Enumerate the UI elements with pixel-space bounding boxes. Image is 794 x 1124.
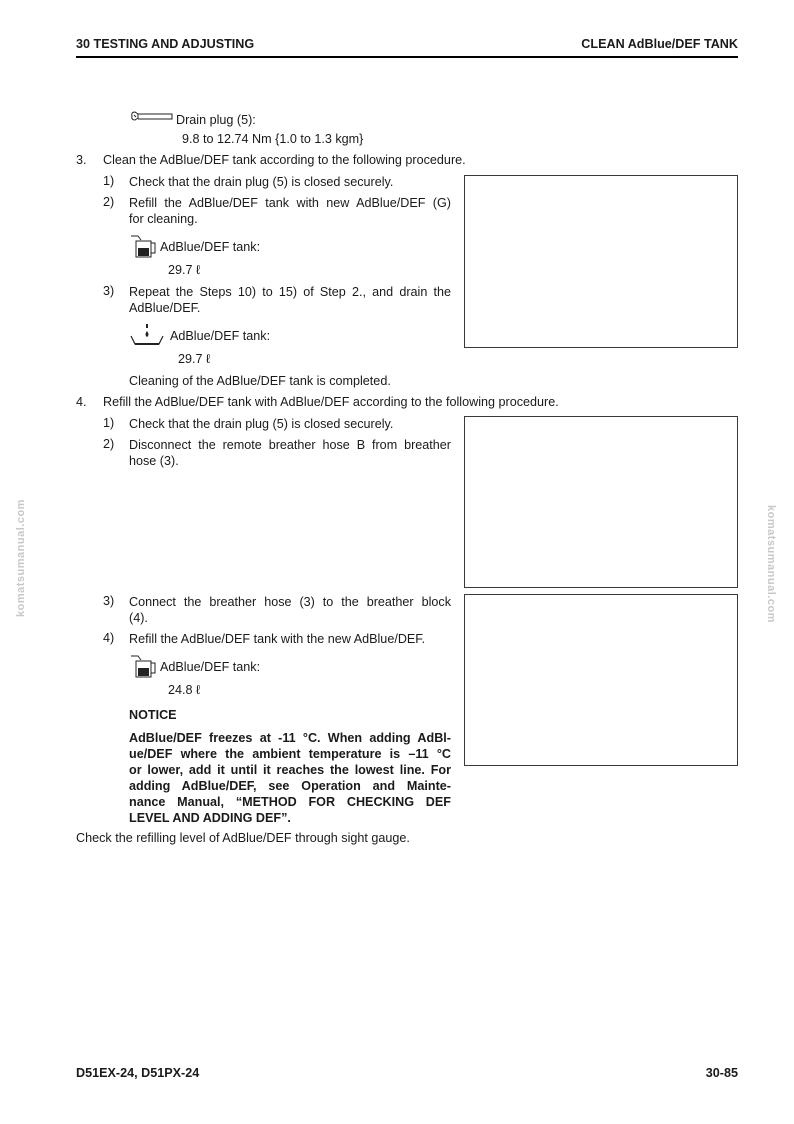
notice-title: NOTICE: [129, 708, 177, 722]
step3-text: Clean the AdBlue/DEF tank according to the following procedure.: [103, 153, 466, 167]
step4-3-line2: (4).: [129, 611, 148, 625]
step4-2-line2: hose (3).: [129, 454, 179, 468]
step4-text: Refill the AdBlue/DEF tank with AdBlue/DEF according to the following procedure.: [103, 395, 559, 409]
footer-page-number: 30-85: [705, 1066, 738, 1080]
notice-line: ue/DEF where the ambient temperature is –11 °C: [129, 747, 451, 761]
step4-1-number: 1): [103, 416, 115, 430]
header-rule: [76, 56, 738, 58]
step4-number: 4.: [76, 395, 87, 409]
torque-wrench-icon: [130, 110, 174, 124]
step4-4-number: 4): [103, 631, 115, 645]
step3-3-number: 3): [103, 284, 115, 298]
step3-3-drain-value: 29.7 ℓ: [178, 352, 211, 366]
figure-box-3: [464, 594, 738, 766]
step4-4-refill-label: AdBlue/DEF tank:: [160, 660, 261, 674]
figure-box-1: [464, 175, 738, 348]
step3-2-number: 2): [103, 195, 115, 209]
closing-text: Check the refilling level of AdBlue/DEF through sight gauge.: [76, 831, 410, 845]
watermark-right: komatsumanual.com: [764, 505, 777, 623]
step3-2-line1: Refill the AdBlue/DEF tank with new AdBlue/DEF (G): [129, 196, 451, 210]
header-page-title: CLEAN AdBlue/DEF TANK: [581, 37, 738, 51]
notice-line: LEVEL AND ADDING DEF”.: [129, 811, 291, 825]
step3-number: 3.: [76, 153, 87, 167]
step3-3-line1: Repeat the Steps 10) to 15) of Step 2., and drain the: [129, 285, 451, 299]
step3-3-drain-label: AdBlue/DEF tank:: [170, 329, 271, 343]
step3-3-line2: AdBlue/DEF.: [129, 301, 201, 315]
step3-1-text: Check that the drain plug (5) is closed securely.: [129, 175, 394, 189]
header-section-title: 30 TESTING AND ADJUSTING: [76, 37, 255, 51]
step4-4-text: Refill the AdBlue/DEF tank with the new AdBlue/DEF.: [129, 632, 426, 646]
step4-3-number: 3): [103, 594, 115, 608]
step3-2-refill-label: AdBlue/DEF tank:: [160, 240, 261, 254]
footer-model: D51EX-24, D51PX-24: [76, 1066, 200, 1080]
watermark-left: komatsumanual.com: [14, 499, 27, 617]
notice-line: adding AdBlue/DEF, see Operation and Mainte-: [129, 779, 451, 793]
torque-value: 9.8 to 12.74 Nm {1.0 to 1.3 kgm}: [182, 132, 364, 146]
step4-3-line1: Connect the breather hose (3) to the breather block: [129, 595, 451, 609]
step3-1-number: 1): [103, 174, 115, 188]
step4-4-refill-value: 24.8 ℓ: [168, 683, 201, 697]
step3-completed: Cleaning of the AdBlue/DEF tank is completed.: [129, 374, 391, 388]
figure-box-2: [464, 416, 738, 588]
refill-can-icon: [129, 653, 157, 679]
refill-can-icon: [129, 233, 157, 259]
step4-1-text: Check that the drain plug (5) is closed securely.: [129, 417, 394, 431]
notice-line: nance Manual, “METHOD FOR CHECKING DEF: [129, 795, 451, 809]
step4-2-line1: Disconnect the remote breather hose B from breather: [129, 438, 451, 452]
step4-2-number: 2): [103, 437, 115, 451]
step3-2-refill-value: 29.7 ℓ: [168, 263, 201, 277]
notice-line: AdBlue/DEF freezes at -11 °C. When adding AdBl-: [129, 731, 451, 745]
torque-label: Drain plug (5):: [176, 113, 256, 127]
step3-2-line2: for cleaning.: [129, 212, 198, 226]
notice-line: or lower, add it until it reaches the lowest line. For: [129, 763, 451, 777]
drain-pan-icon: [129, 322, 167, 348]
